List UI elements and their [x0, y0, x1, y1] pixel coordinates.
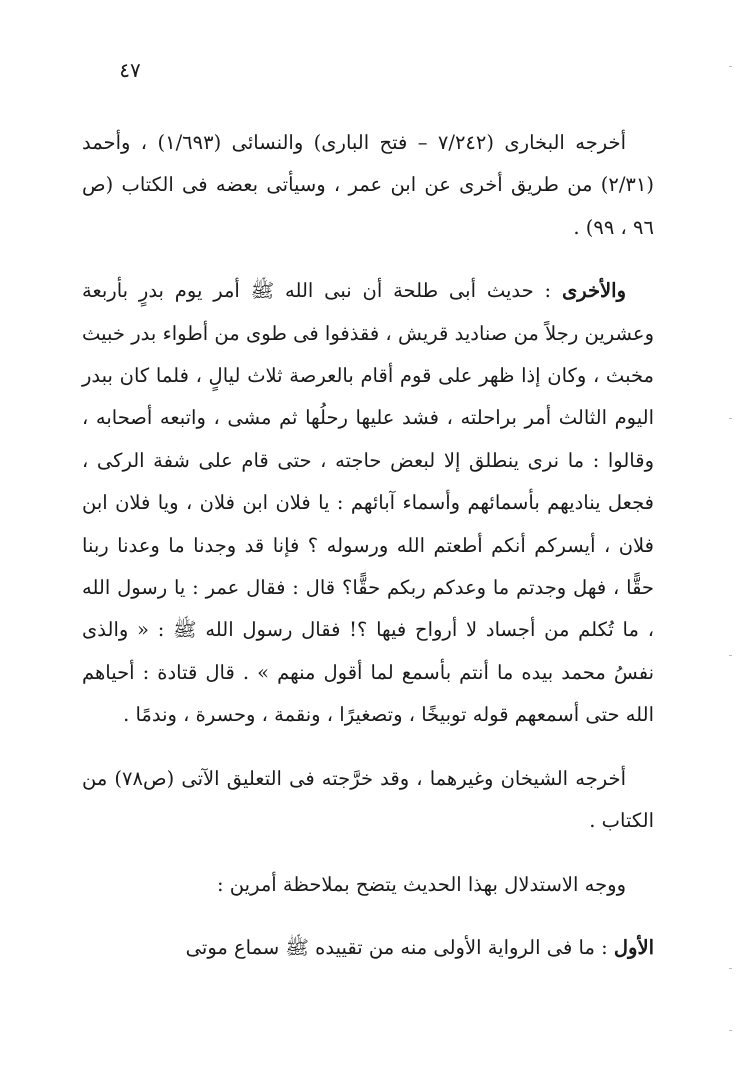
- margin-mark: [729, 418, 732, 419]
- paragraph-body: : ما فى الرواية الأولى منه من تقييده ﷺ سماع موتى: [185, 935, 614, 959]
- citation-paragraph-1: أخرجه البخارى (٧/٢٤٢ – فتح البارى) والنسائى (١/٦٩٣) ، وأحمد (٢/٣١) من طريق أخرى عن ابن عمر ، وسيأتى بعضه فى الكتاب (ص ٩٦ ، ٩٩) .: [82, 131, 654, 239]
- citation-paragraph-2: أخرجه الشيخان وغيرهما ، وقد خرَّجته فى التعليق الآتى (ص٧٨) من الكتاب .: [82, 766, 654, 833]
- paragraph-lead-word: الأول: [613, 935, 654, 959]
- hadith-paragraph: [82, 270, 654, 736]
- page-number: ٤٧: [119, 58, 141, 82]
- margin-mark: [729, 655, 732, 656]
- page-text: [82, 122, 654, 969]
- first-point-paragraph: [82, 927, 654, 969]
- margin-mark: [729, 968, 732, 969]
- paragraph-body: : حديث أبى طلحة أن نبى الله ﷺ أمر يوم بدرٍ بأربعة وعشرين رجلاً من صناديد قريش ، فقذفوا فى طوى من أطواء بدر خبيث مخبث ، وكان إذا ظهر على قوم أقام بالعرصة ثلاث ليالٍ ، فلما كان ببدر اليوم الثالث أمر براحلته ، فشد عليها رحلُها ثم مشى ، واتبعه أصحابه ، وقالوا : ما نرى ينطلق إلا لبعض حاجته ، حتى قام على شفة الركى ، فجعل يناديهم بأسمائهم وأسماء آبائهم : يا فلان ابن فلان ، ويا فلان ابن فلان ، أيسركم أنكم أطعتم الله ورسوله ؟ فإنا قد وجدنا ما وعدنا ربنا حقًّا ، فهل وجدتم ما وعدكم ربكم حقًّا؟ قال : فقال عمر : يا رسول الله ، ما تُكلم من أجساد لا أرواح فيها ؟! فقال رسول الله ﷺ : « والذى نفسُ محمد بيده ما أنتم بأسمع لما أقول منهم » . قال قتادة : أحياهم الله حتى أسمعهم قوله توبيخًا ، وتصغيرًا ، ونقمة ، وحسرة ، وندمًا .: [82, 279, 654, 727]
- paragraph-lead-word: والأخرى: [561, 279, 626, 303]
- margin-mark: [729, 1030, 732, 1031]
- margin-mark: [729, 66, 732, 67]
- inference-paragraph: ووجه الاستدلال بهذا الحديث يتضح بملاحظة أمرين :: [217, 872, 626, 896]
